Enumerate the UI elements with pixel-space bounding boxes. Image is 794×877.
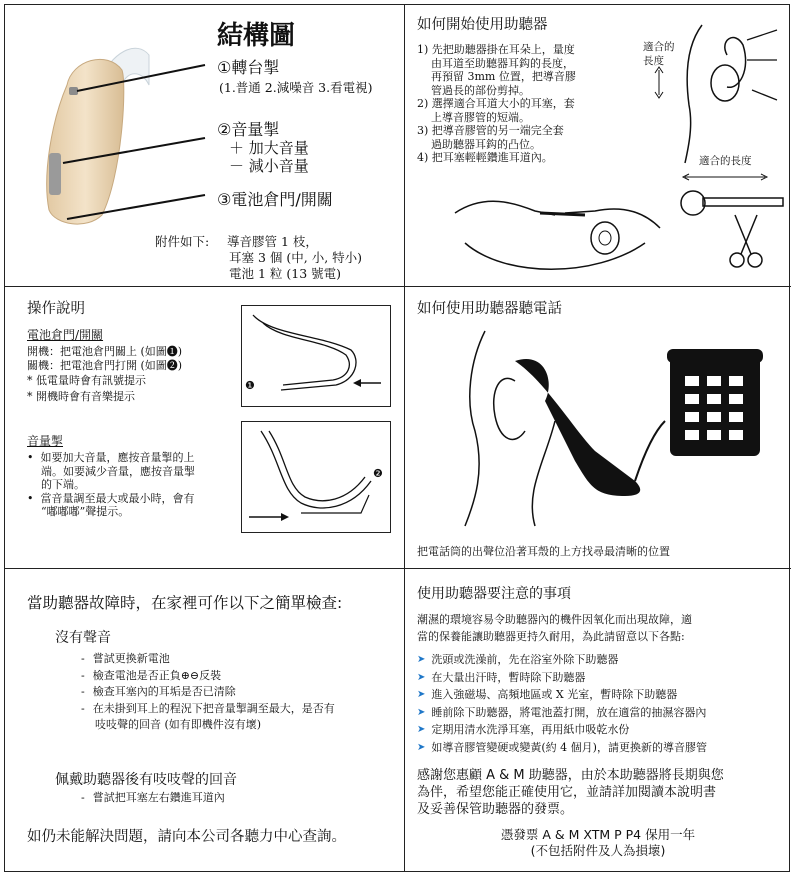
ear-measure-sketch (627, 15, 787, 165)
instruction-line: 關機：把電池倉門打開 (如圖❷) (27, 358, 183, 372)
warranty-line: 憑發票 A & M XTM P P4 保用一年 (500, 827, 696, 842)
thanks-line: 為伴，希望您能正確使用它，並請詳加閱讀本說明書 (417, 785, 717, 800)
figure-2-battery-open (241, 421, 391, 533)
step-line: 管過長的部份剪掉。 (417, 83, 530, 97)
check-item: - 檢查電池是否正負⊕⊖反裝 (81, 668, 222, 682)
warranty-note (405, 827, 791, 859)
accessory-tube: 導音膠管 1 枝， (227, 234, 318, 249)
instruction-line: “嘟嘟嘟”聲提示。 (27, 505, 130, 518)
dial-options: (1.普通 2.減噪音 3.看電視) (219, 80, 373, 95)
step-line: 4) 把耳塞輕輕鑽進耳道內。 (417, 151, 553, 164)
care-item: ➤ 洗頭或洗澡前，先在浴室外除下助聽器 (417, 653, 619, 666)
instruction-line: 端。如要減少音量，應按音量掣 (27, 464, 195, 478)
warranty-line: (不包括附件及人為損壞) (530, 843, 666, 858)
figure-1-battery-closed (241, 305, 391, 407)
phone-illustration (445, 321, 765, 531)
instruction-line: * 開機時會有音樂提示 (27, 389, 135, 403)
care-intro-line: 當的保養能讓助聽器更持久耐用，為此請留意以下各點: (417, 630, 685, 643)
eartip-hands-sketch (445, 183, 665, 283)
squeal-check: - 嘗試把耳塞左右鑽進耳道內 (81, 791, 225, 804)
troubleshoot-panel (5, 569, 405, 871)
structure-title: 結構圖 (217, 21, 296, 51)
battery-switch-heading: 電池倉門/開關 (27, 328, 104, 342)
operation-panel (5, 287, 405, 569)
accessory-battery: 電池 1 粒 (13 號電) (229, 266, 342, 281)
volume-switch-heading: 音量掣 (27, 434, 64, 448)
fit-length-label-c: 適合的長度 (699, 155, 752, 167)
step-line: 上導音膠管的短端。 (417, 110, 530, 124)
figure-2-marker: ❷ (373, 467, 383, 480)
step-line: 再預留 3mm 位置，把導音膠 (417, 70, 576, 83)
arrow-bullet-icon: ➤ (417, 741, 426, 753)
structure-panel (5, 5, 405, 287)
care-intro (417, 611, 692, 645)
check-item: - 檢查耳塞內的耳垢是否已清除 (81, 685, 236, 698)
instruction-line: • 如要加大音量，應按音量掣的上 (27, 451, 195, 464)
care-item: ➤ 進入強磁場、高頻地區或 X 光室，暫時除下助聽器 (417, 688, 678, 701)
volume-minus: － 減小音量 (229, 157, 309, 175)
volume-plus: ＋ 加大音量 (229, 139, 309, 157)
manual-page (4, 4, 790, 872)
battery-switch-instructions (27, 345, 182, 403)
operation-title: 操作說明 (27, 301, 85, 317)
step-line: 過助聽器耳鈎的凸位。 (417, 137, 541, 151)
phone-title: 如何使用助聽器聽電話 (417, 301, 562, 317)
arrow-bullet-icon: ➤ (417, 689, 426, 700)
instruction-line: 的下端。 (27, 478, 85, 491)
figure-1-marker: ❶ (245, 379, 255, 392)
tube-trim-sketch (665, 165, 789, 275)
volume-switch-instructions (27, 451, 195, 519)
fit-length-label-a: 適合的 (643, 41, 675, 53)
accessory-eartips: 耳塞 3 個 (中, 小, 特小) (229, 250, 363, 265)
care-item: ➤ 如導音膠管變硬或變黃(約 4 個月)，請更換新的導音膠管 (417, 740, 707, 754)
thanks-line: 感謝您惠顧 A & M 助聽器，由於本助聽器將長期與您 (417, 768, 724, 783)
check-item: - 在未掛到耳上的程況下把音量掣調至最大，是否有 (81, 701, 335, 715)
battery-door-label: ③電池倉門/開關 (217, 190, 333, 209)
step-line: 3) 把導音膠管的另一端完全套 (417, 124, 564, 137)
fit-length-label-b: 長度 (643, 55, 664, 67)
care-notes-title: 使用助聽器要注意的事項 (417, 586, 571, 602)
start-panel (405, 5, 791, 287)
instruction-line: 開機：把電池倉門關上 (如圖❶) (27, 345, 183, 358)
instruction-line: * 低電量時會有訊號提示 (27, 374, 146, 387)
start-title: 如何開始使用助聽器 (417, 17, 548, 33)
step-line: 1) 先把助聽器掛在耳朵上，量度 (417, 43, 575, 56)
arrow-bullet-icon: ➤ (417, 724, 426, 735)
care-notes-panel (405, 569, 791, 871)
care-item: ➤ 在大量出汗時，暫時除下助聽器 (417, 670, 586, 684)
step-line: 2) 選擇適合耳道大小的耳塞，套 (417, 97, 575, 110)
squeal-heading: 佩戴助聽器後有吱吱聲的回音 (55, 772, 237, 788)
phone-panel (405, 287, 791, 569)
arrow-bullet-icon: ➤ (417, 654, 426, 665)
no-sound-heading: 沒有聲音 (55, 630, 111, 646)
start-steps (417, 43, 627, 165)
volume-label: ②音量掣 (217, 120, 280, 139)
accessories-label: 附件如下: (155, 234, 210, 249)
arrow-bullet-icon: ➤ (417, 671, 426, 683)
thanks-note (417, 767, 724, 818)
contact-note: 如仍未能解決問題，請向本公司各聽力中心查詢。 (27, 829, 346, 845)
care-intro-line: 潮濕的環境容易令助聽器內的機件因氧化而出現故障，適 (417, 613, 692, 626)
care-item: ➤ 睡前除下助聽器，將電池蓋打開，放在適當的抽濕容器內 (417, 705, 707, 719)
check-item-continued: 吱吱聲的回音 (如有即機件沒有壞) (95, 718, 262, 731)
thanks-line: 及妥善保管助聽器的發票。 (417, 802, 574, 817)
care-item: ➤ 定期用清水洗淨耳塞，再用紙巾吸乾水份 (417, 723, 630, 736)
phone-caption: 把電話筒的出聲位沿著耳殼的上方找尋最清晰的位置 (417, 545, 670, 558)
arrow-bullet-icon: ➤ (417, 706, 426, 718)
step-line: 由耳道至助聽器耳鈎的長度， (417, 56, 574, 70)
instruction-line: • 當音量調至最大或最小時，會有 (27, 491, 195, 505)
check-item: - 嘗試更換新電池 (81, 652, 170, 665)
dial-label: ①轉台掣 (217, 58, 280, 77)
no-sound-checks (81, 651, 391, 734)
troubleshoot-title: 當助聽器故障時，在家裡可作以下之簡單檢查: (27, 594, 343, 612)
care-list (417, 651, 787, 756)
